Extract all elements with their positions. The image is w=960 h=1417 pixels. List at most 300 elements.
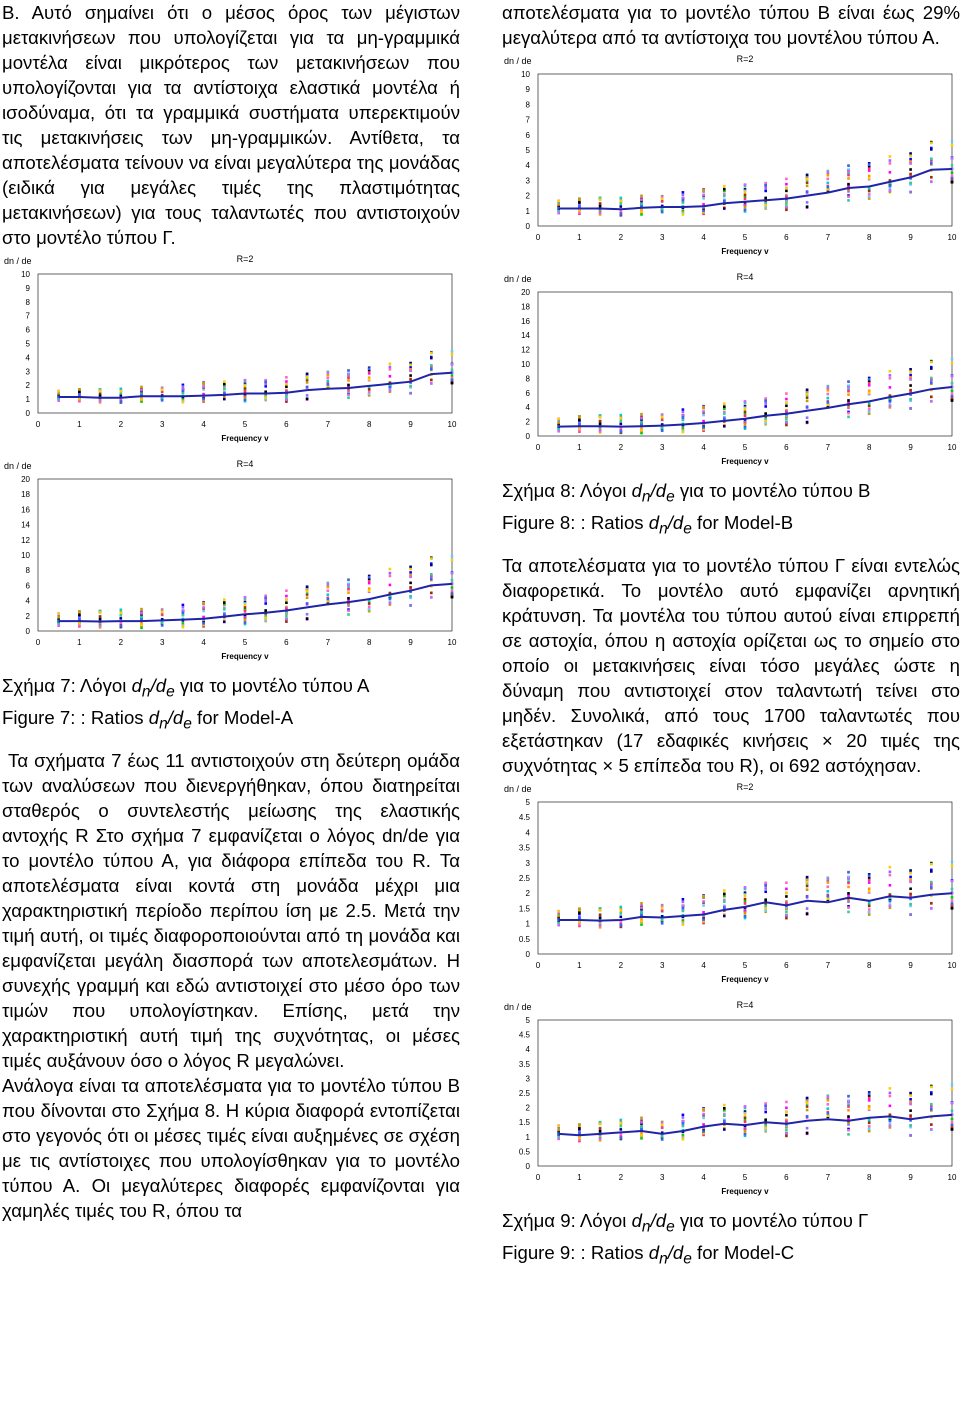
data-point	[909, 893, 912, 896]
data-point	[347, 377, 350, 380]
data-point	[764, 1105, 767, 1108]
data-point	[99, 615, 102, 618]
data-point	[451, 374, 454, 377]
data-point	[889, 1095, 892, 1098]
data-point	[99, 400, 102, 403]
y-tick-label: 4	[525, 1045, 530, 1055]
data-point	[806, 178, 809, 181]
data-point	[827, 882, 830, 885]
x-tick-label: 7	[825, 233, 831, 242]
data-point	[661, 197, 664, 200]
data-point	[702, 426, 705, 429]
data-point	[368, 367, 371, 370]
data-point	[806, 876, 809, 879]
data-point	[620, 924, 623, 927]
x-tick-label: 6	[284, 638, 289, 647]
data-point	[451, 592, 454, 595]
data-point	[889, 1125, 892, 1128]
y-tick-label: 2	[25, 611, 30, 621]
data-point	[785, 398, 788, 401]
data-point	[723, 200, 726, 203]
data-point	[223, 383, 226, 386]
data-point	[389, 389, 392, 392]
data-point	[806, 393, 809, 396]
data-point	[868, 1125, 871, 1128]
x-tick-label: 2	[618, 961, 624, 971]
data-point	[599, 1123, 602, 1126]
data-point	[702, 911, 705, 914]
data-point	[785, 888, 788, 891]
data-point	[744, 887, 747, 890]
y-tick-label: 0	[525, 950, 530, 960]
data-point	[285, 396, 288, 399]
data-point	[847, 199, 850, 202]
data-point	[723, 425, 726, 428]
data-point	[285, 589, 288, 592]
data-point	[868, 190, 871, 193]
y-tick-label: 14	[21, 520, 30, 530]
data-point	[57, 624, 60, 627]
data-point	[409, 575, 412, 578]
data-point	[640, 210, 643, 213]
data-point	[599, 205, 602, 208]
data-point	[744, 194, 747, 197]
data-point	[140, 389, 143, 392]
data-point	[951, 375, 954, 378]
data-point	[409, 604, 412, 607]
data-point	[909, 914, 912, 917]
data-point	[868, 1097, 871, 1100]
data-point	[430, 573, 433, 576]
data-point	[557, 1138, 560, 1141]
x-tick-label: 3	[159, 638, 165, 647]
x-tick-label: 3	[659, 443, 665, 452]
data-point	[620, 1122, 623, 1125]
data-point	[78, 613, 81, 616]
data-point	[764, 884, 767, 887]
data-point	[785, 1107, 788, 1110]
data-point	[951, 399, 954, 402]
caption-text: for Model-A	[191, 706, 294, 728]
x-axis-label: Frequency v	[721, 1187, 769, 1197]
x-tick-label: 8	[366, 420, 372, 429]
data-point	[182, 401, 185, 404]
data-point	[806, 1109, 809, 1112]
data-point	[868, 1108, 871, 1111]
figure9-caption-gr	[502, 1208, 960, 1240]
data-point	[785, 911, 788, 914]
data-point	[744, 895, 747, 898]
data-point	[744, 1121, 747, 1124]
data-point	[409, 374, 412, 377]
data-point	[661, 1139, 664, 1142]
data-point	[764, 197, 767, 200]
data-point	[451, 589, 454, 592]
data-point	[140, 627, 143, 630]
caption-text: Figure 7: : Ratios	[2, 706, 149, 728]
chart-fig9b	[502, 996, 960, 1208]
data-point	[847, 416, 850, 419]
data-point	[868, 1093, 871, 1096]
data-point	[182, 385, 185, 388]
data-point	[785, 203, 788, 206]
data-point	[764, 899, 767, 902]
data-point	[785, 917, 788, 920]
mean-line	[559, 387, 952, 427]
y-tick-label: 4	[525, 828, 530, 838]
chart-title: R=2	[236, 254, 254, 264]
data-point	[430, 357, 433, 360]
x-tick-label: 2	[118, 420, 124, 429]
data-point	[827, 886, 830, 889]
data-point	[723, 901, 726, 904]
data-point	[785, 896, 788, 899]
data-point	[764, 422, 767, 425]
data-point	[264, 609, 267, 612]
data-point	[723, 1104, 726, 1107]
data-point	[430, 352, 433, 355]
data-point	[889, 1120, 892, 1123]
data-point	[930, 907, 933, 910]
data-point	[264, 381, 267, 384]
data-point	[889, 159, 892, 162]
data-point	[223, 613, 226, 616]
data-point	[827, 171, 830, 174]
data-point	[347, 369, 350, 372]
x-axis-label: Frequency v	[221, 434, 269, 443]
chart-fig8b	[502, 268, 960, 478]
y-tick-label: 3.5	[518, 844, 530, 854]
data-point	[827, 1099, 830, 1102]
figure8-caption-gr	[502, 478, 960, 510]
data-point	[827, 174, 830, 177]
ratio-d: d	[631, 1210, 642, 1232]
data-point	[827, 895, 830, 898]
data-point	[868, 1128, 871, 1131]
x-tick-label: 8	[866, 961, 872, 971]
data-point	[140, 386, 143, 389]
data-point	[389, 368, 392, 371]
data-point	[806, 1127, 809, 1130]
data-point	[827, 389, 830, 392]
x-tick-label: 1	[77, 420, 82, 429]
data-point	[702, 1117, 705, 1120]
data-point	[909, 154, 912, 157]
data-point	[951, 880, 954, 883]
figure9-caption-en	[502, 1240, 960, 1272]
data-point	[785, 178, 788, 181]
data-point	[806, 881, 809, 884]
data-point	[806, 1102, 809, 1105]
data-point	[930, 1124, 933, 1127]
data-point	[868, 911, 871, 914]
data-point	[306, 596, 309, 599]
x-tick-label: 8	[366, 638, 372, 647]
x-tick-label: 2	[618, 1173, 624, 1183]
y-tick-label: 5	[525, 1016, 530, 1026]
data-point	[909, 1134, 912, 1137]
data-point	[909, 152, 912, 155]
data-point	[327, 593, 330, 596]
data-point	[368, 391, 371, 394]
data-point	[723, 893, 726, 896]
data-point	[764, 1108, 767, 1111]
data-point	[285, 383, 288, 386]
data-point	[723, 418, 726, 421]
data-point	[764, 1119, 767, 1122]
data-point	[661, 1136, 664, 1139]
data-point	[409, 369, 412, 372]
data-point	[702, 919, 705, 922]
data-point	[951, 861, 954, 864]
data-point	[202, 622, 205, 625]
data-point	[764, 910, 767, 913]
data-point	[409, 378, 412, 381]
data-point	[578, 1124, 581, 1127]
y-tick-label: 1	[525, 920, 530, 930]
data-point	[161, 624, 164, 627]
data-point	[306, 386, 309, 389]
data-point	[847, 164, 850, 167]
data-point	[723, 1121, 726, 1124]
data-point	[78, 610, 81, 613]
data-point	[661, 208, 664, 211]
data-point	[661, 427, 664, 430]
data-point	[909, 407, 912, 410]
data-point	[661, 907, 664, 910]
x-tick-label: 9	[908, 443, 913, 452]
data-point	[368, 605, 371, 608]
data-point	[702, 1124, 705, 1127]
y-tick-label: 1	[525, 1133, 530, 1143]
x-tick-label: 5	[242, 638, 248, 647]
data-point	[327, 374, 330, 377]
data-point	[682, 1125, 685, 1128]
right-paragraph-1: αποτελέσματα για το μοντέλο τύπου Β είναι έως 29% μεγαλύτερα από τα αντίστοιχα του μοντέλου τύπου Α.	[502, 2, 960, 48]
data-point	[951, 897, 954, 900]
data-point	[909, 903, 912, 906]
data-point	[827, 898, 830, 901]
x-tick-label: 7	[825, 443, 831, 452]
data-point	[764, 190, 767, 193]
mean-line	[59, 584, 452, 622]
data-point	[909, 1110, 912, 1113]
data-point	[847, 170, 850, 173]
data-point	[557, 212, 560, 215]
data-point	[599, 212, 602, 215]
data-point	[744, 411, 747, 414]
data-point	[951, 181, 954, 184]
data-point	[847, 911, 850, 914]
y-tick-label: 2	[525, 889, 530, 899]
data-point	[930, 382, 933, 385]
caption-text: για το μοντέλο τύπου Β	[674, 480, 871, 501]
data-point	[889, 905, 892, 908]
data-point	[951, 389, 954, 392]
data-point	[827, 890, 830, 893]
data-point	[78, 617, 81, 620]
y-tick-label: 4	[25, 596, 30, 606]
data-point	[682, 1138, 685, 1141]
data-point	[682, 901, 685, 904]
x-tick-label: 0	[535, 443, 541, 452]
x-tick-label: 1	[577, 233, 582, 242]
data-point	[640, 921, 643, 924]
ratio-d: d	[648, 1242, 660, 1264]
data-point	[868, 1130, 871, 1133]
data-point	[889, 874, 892, 877]
ratio-d: d	[172, 706, 184, 728]
data-point	[682, 898, 685, 901]
data-point	[347, 591, 350, 594]
data-point	[682, 411, 685, 414]
data-point	[723, 188, 726, 191]
data-point	[599, 198, 602, 201]
x-tick-label: 3	[159, 420, 165, 429]
data-point	[806, 388, 809, 391]
data-point	[909, 368, 912, 371]
data-point	[847, 386, 850, 389]
data-point	[682, 416, 685, 419]
data-point	[620, 1119, 623, 1122]
x-tick-label: 9	[408, 638, 413, 647]
data-point	[306, 373, 309, 376]
data-point	[661, 418, 664, 421]
chart-title: R=4	[736, 1000, 754, 1011]
x-tick-label: 4	[201, 638, 206, 647]
data-point	[764, 1129, 767, 1132]
ratio-sub-n: n	[159, 715, 168, 733]
figure7-caption-gr	[2, 673, 460, 705]
y-tick-label: 4.5	[518, 1031, 530, 1041]
data-point	[889, 162, 892, 165]
data-point	[368, 388, 371, 391]
data-point	[847, 882, 850, 885]
data-point	[847, 183, 850, 186]
y-tick-label: 14	[521, 331, 530, 341]
data-point	[285, 601, 288, 604]
data-point	[57, 399, 60, 402]
data-point	[451, 350, 454, 353]
data-point	[827, 1103, 830, 1106]
data-point	[909, 1125, 912, 1128]
data-point	[806, 1106, 809, 1109]
y-tick-label: 1	[25, 395, 30, 405]
data-point	[202, 606, 205, 609]
caption-text: for Model-C	[691, 1242, 795, 1264]
data-point	[223, 601, 226, 604]
data-point	[744, 903, 747, 906]
data-point	[409, 582, 412, 585]
data-point	[389, 584, 392, 587]
data-point	[244, 603, 247, 606]
data-point	[847, 893, 850, 896]
data-point	[951, 144, 954, 147]
data-point	[806, 421, 809, 424]
data-point	[557, 430, 560, 433]
data-point	[285, 398, 288, 401]
data-point	[785, 1114, 788, 1117]
data-point	[744, 915, 747, 918]
data-point	[951, 395, 954, 398]
data-point	[723, 907, 726, 910]
data-point	[868, 914, 871, 917]
ratio-d: d	[655, 480, 667, 501]
data-point	[285, 385, 288, 388]
x-tick-label: 4	[701, 1173, 706, 1183]
data-point	[327, 586, 330, 589]
data-point	[389, 602, 392, 605]
data-point	[264, 396, 267, 399]
data-point	[451, 596, 454, 599]
data-point	[764, 402, 767, 405]
ratio-sub-e: e	[183, 715, 192, 733]
data-point	[702, 406, 705, 409]
data-point	[389, 386, 392, 389]
data-point	[702, 905, 705, 908]
y-tick-label: 5	[525, 146, 530, 155]
data-point	[889, 400, 892, 403]
y-tick-label: 8	[525, 100, 530, 110]
data-point	[702, 194, 705, 197]
data-point	[930, 871, 933, 874]
data-point	[889, 1092, 892, 1095]
data-point	[702, 1131, 705, 1134]
data-point	[223, 608, 226, 611]
data-point	[723, 412, 726, 415]
right-paragraph-2: Τα αποτελέσματα για το μοντέλο τύπου Γ είναι εντελώς διαφορετικά. Το μοντέλο αυτό εμφανίζει αρνητική κράτυνση. Τα μοντέλα του τύπου αυτού είναι επιρρεπή σε αστοχία, όπου η αστοχία ορίζεται ως το σημείο στο οποίο οι μετακινήσεις είναι τόσο μεγάλες ώστε η δύναμη που αντιστοιχεί στον ταλαντωτή τείνει στο μηδέν. Συνολικά, από τους 1700 ταλαντωτές που εξετάστηκαν (17 εδαφικές κινήσεις × 20 τιμές της συχνότητας × 5 επίπεδα του R), οι 692 αστόχησαν.	[502, 555, 960, 777]
data-point	[951, 174, 954, 177]
data-point	[930, 863, 933, 866]
data-point	[264, 385, 267, 388]
data-point	[682, 1123, 685, 1126]
data-point	[909, 168, 912, 171]
data-point	[140, 608, 143, 611]
data-point	[951, 382, 954, 385]
data-point	[347, 379, 350, 382]
data-point	[744, 408, 747, 411]
data-point	[785, 404, 788, 407]
caption-text: για το μοντέλο τύπου Α	[174, 675, 370, 696]
x-tick-label: 6	[784, 961, 789, 971]
x-tick-label: 5	[242, 420, 248, 429]
data-point	[702, 209, 705, 212]
data-point	[723, 195, 726, 198]
data-point	[951, 1118, 954, 1121]
y-tick-label: 1	[525, 206, 530, 216]
data-point	[702, 410, 705, 413]
data-point	[120, 617, 123, 620]
data-point	[744, 183, 747, 186]
data-point	[285, 620, 288, 623]
ratio-slash: /	[167, 706, 173, 728]
data-point	[620, 423, 623, 426]
data-point	[640, 199, 643, 202]
data-point	[744, 400, 747, 403]
data-point	[409, 566, 412, 569]
y-tick-label: 6	[25, 325, 30, 335]
data-point	[868, 382, 871, 385]
data-point	[620, 213, 623, 216]
data-point	[951, 177, 954, 180]
ratio-slash: /	[667, 1242, 673, 1264]
data-point	[451, 586, 454, 589]
data-point	[847, 1116, 850, 1119]
data-point	[868, 875, 871, 878]
y-tick-label: 10	[521, 70, 530, 79]
data-point	[951, 907, 954, 910]
chart-title: R=2	[736, 782, 754, 793]
